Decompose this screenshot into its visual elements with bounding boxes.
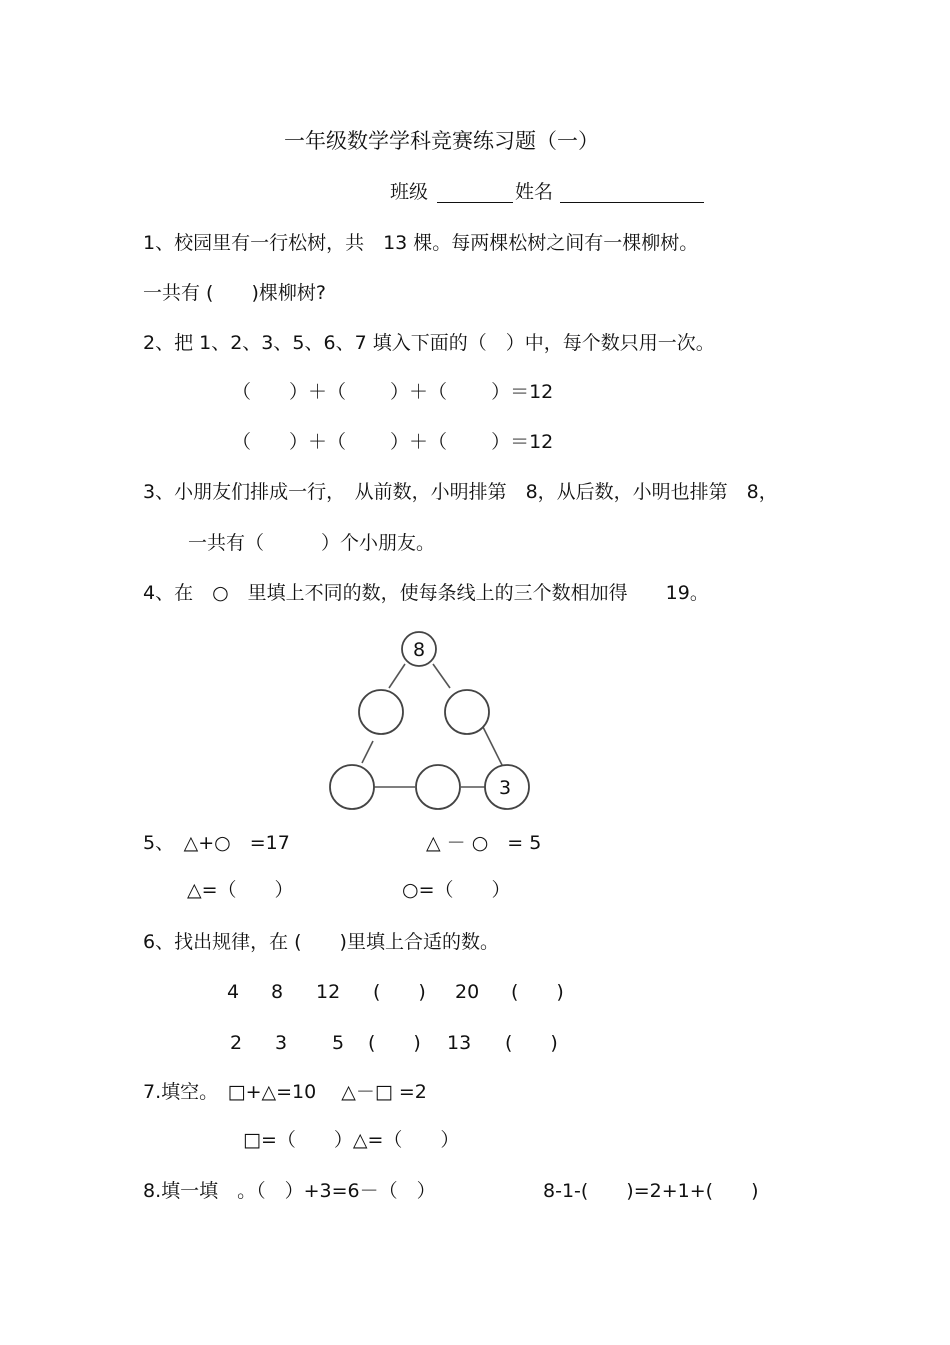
q6-line1: 6、找出规律，在 ( )里填上合适的数。 (143, 931, 499, 953)
q7-line1: 7.填空。 □+△=10 △－□ =2 (143, 1081, 427, 1103)
q6-seq1-item: ( ) (511, 981, 564, 1003)
line-right-lower (483, 727, 503, 767)
circle-middle-left[interactable] (359, 690, 403, 734)
q1-line1: 1、校园里有一行松树，共 13 棵。每两棵松树之间有一棵柳树。 (143, 232, 699, 254)
q6-seq2-item: 3 (275, 1032, 288, 1054)
q3-line1: 3、小朋友们排成一行， 从前数，小明排第 8，从后数，小明也排第 8， (143, 481, 778, 503)
q6-seq1-item: ( ) (373, 981, 426, 1003)
q6-seq1-item: 12 (316, 981, 341, 1003)
circle-bottom-right-value: 3 (498, 777, 512, 799)
q7-line2: □=（ ）△=（ ） (243, 1129, 460, 1151)
name-label: 姓名 (515, 181, 554, 203)
triangle-circle-diagram (320, 620, 550, 820)
circle-middle-right[interactable] (445, 690, 489, 734)
q6-seq1-item: 20 (455, 981, 480, 1003)
q8-line1b: 8-1-( )=2+1+( ) (543, 1180, 759, 1202)
line-left-lower (362, 741, 373, 763)
line-top-right (433, 664, 450, 688)
name-blank[interactable] (560, 184, 704, 203)
q6-seq1-item: 4 (227, 981, 240, 1003)
circle-bottom-middle[interactable] (416, 765, 460, 809)
q5-answer-b: ○=（ ） (402, 879, 511, 901)
circle-top-value: 8 (412, 639, 426, 661)
q6-seq2-item: 5 (332, 1032, 345, 1054)
q8-line1a: 8.填一填 。（ ）+3=6－（ ） (143, 1180, 436, 1202)
q3-line2: 一共有（ ）个小朋友。 (188, 532, 436, 554)
circle-bottom-left[interactable] (330, 765, 374, 809)
q2-equation-1: （ ）＋（ ）＋（ ）＝12 (232, 381, 554, 403)
q2-equation-2: （ ）＋（ ）＋（ ）＝12 (232, 431, 554, 453)
class-label: 班级 (390, 181, 429, 203)
q5-equation-b: △ － ○ = 5 (426, 832, 542, 854)
q5-equation-a: 5、 △+○ =17 (143, 832, 290, 854)
q4-line1: 4、在 ○ 里填上不同的数，使每条线上的三个数相加得 19。 (143, 582, 709, 604)
class-blank[interactable] (437, 184, 513, 203)
q6-seq2-item: 2 (230, 1032, 243, 1054)
q6-seq2-item: ( ) (368, 1032, 421, 1054)
q1-line2: 一共有 ( )棵柳树? (143, 282, 326, 304)
q6-seq2-item: 13 (447, 1032, 472, 1054)
q5-answer-a: △=（ ） (187, 879, 294, 901)
page-title: 一年级数学学科竞赛练习题（一） (284, 129, 599, 153)
line-top-left (389, 664, 405, 688)
q2-line1: 2、把 1、2、3、5、6、7 填入下面的（ ）中，每个数只用一次。 (143, 332, 715, 354)
q6-seq1-item: 8 (271, 981, 284, 1003)
q6-seq2-item: ( ) (505, 1032, 558, 1054)
